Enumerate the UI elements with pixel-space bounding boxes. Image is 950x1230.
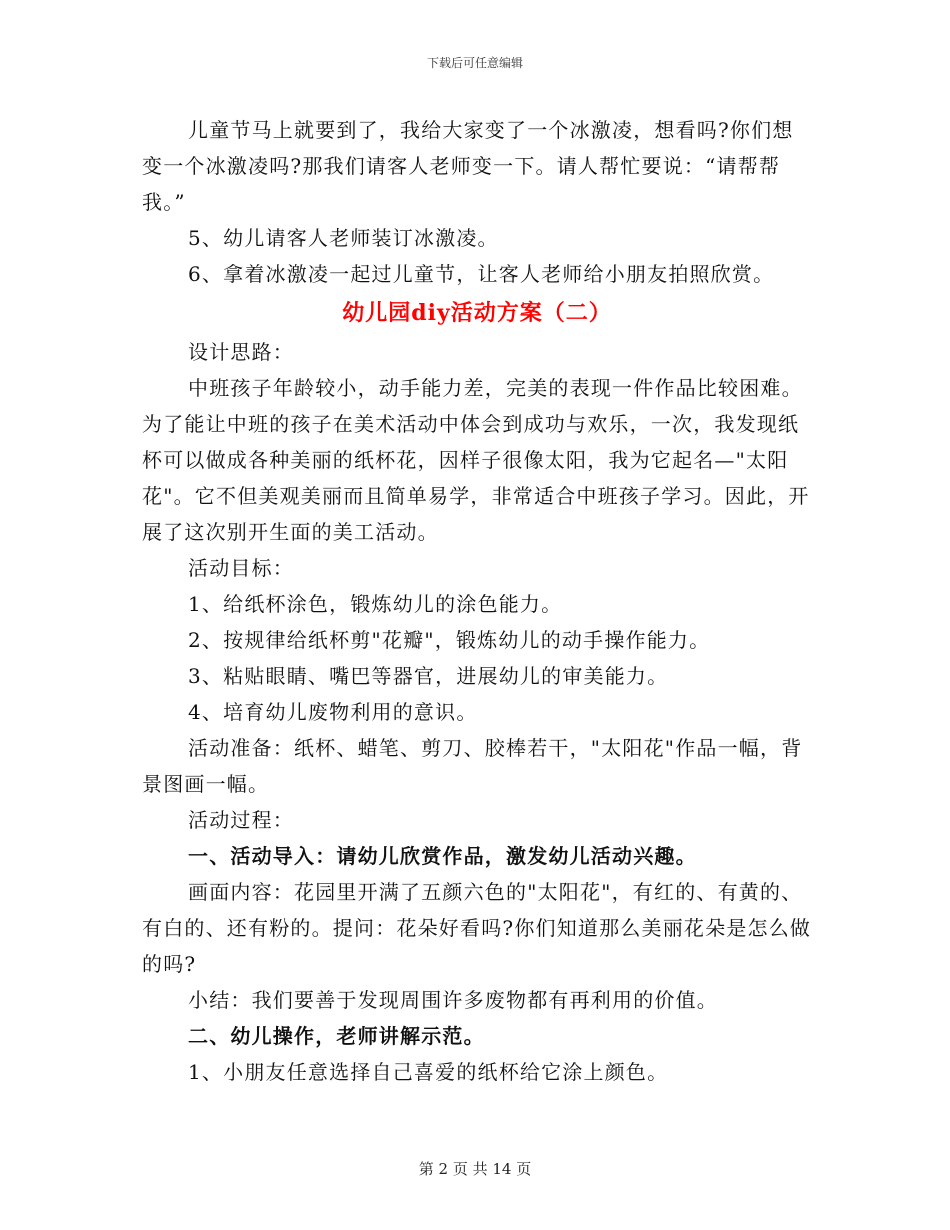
process-part-2-heading: 二、幼儿操作，老师讲解示范。 [188, 1024, 485, 1048]
paragraph-picture-content: 画面内容：花园里开满了五颜六色的"太阳花"，有红的、有黄的、有白的、还有粉的。提问：花朵好看吗?你们知道那么美丽花朵是怎么做的吗? [142, 880, 812, 976]
document-body [142, 112, 812, 1090]
page-header: 下载后可任意编辑 [426, 56, 523, 70]
goal-2: 2、按规律给纸杯剪"花瓣"，锻炼幼儿的动手操作能力。 [188, 628, 711, 652]
process-step-1: 1、小朋友任意选择自己喜爱的纸杯给它涂上颜色。 [188, 1060, 669, 1084]
paragraph-design-idea: 中班孩子年龄较小，动手能力差，完美的表现一件作品比较困难。为了能让中班的孩子在美术活动中体会到成功与欢乐，一次，我发现纸杯可以做成各种美丽的纸杯花，因样子很像太阳，我为它起名—"太阳花"。它不但美观美丽而且简单易学，非常适合中班孩子学习。因此，开展了这次别开生面的美工活动。 [142, 376, 810, 544]
process-part-1-heading: 一、活动导入：请幼儿欣赏作品，激发幼儿活动兴趣。 [188, 844, 697, 868]
heading-process: 活动过程： [188, 808, 294, 832]
heading-goals: 活动目标： [188, 556, 294, 580]
paragraph-preparation: 活动准备：纸杯、蜡笔、剪刀、胶棒若干，"太阳花"作品一幅，背景图画一幅。 [142, 736, 803, 796]
heading-design-idea: 设计思路： [188, 340, 294, 364]
step-5: 5、幼儿请客人老师装订冰激凌。 [188, 226, 499, 250]
paragraph-intro: 儿童节马上就要到了，我给大家变了一个冰激凌，想看吗?你们想变一个冰激凌吗?那我们请客人老师变一下。请人帮忙要说：“请帮帮我。” [142, 118, 794, 214]
paragraph-summary: 小结：我们要善于发现周围许多废物都有再利用的价值。 [188, 988, 718, 1012]
goal-3: 3、粘贴眼睛、嘴巴等器官，进展幼儿的审美能力。 [188, 664, 669, 688]
goal-1: 1、给纸杯涂色，锻炼幼儿的涂色能力。 [188, 592, 563, 616]
page-footer: 第 2 页 共 14 页 [418, 1160, 532, 1178]
section-title: 幼儿园diy活动方案（二） [342, 300, 612, 326]
goal-4: 4、培育幼儿废物利用的意识。 [188, 700, 478, 724]
step-6: 6、拿着冰激凌一起过儿童节，让客人老师给小朋友拍照欣赏。 [188, 262, 775, 286]
